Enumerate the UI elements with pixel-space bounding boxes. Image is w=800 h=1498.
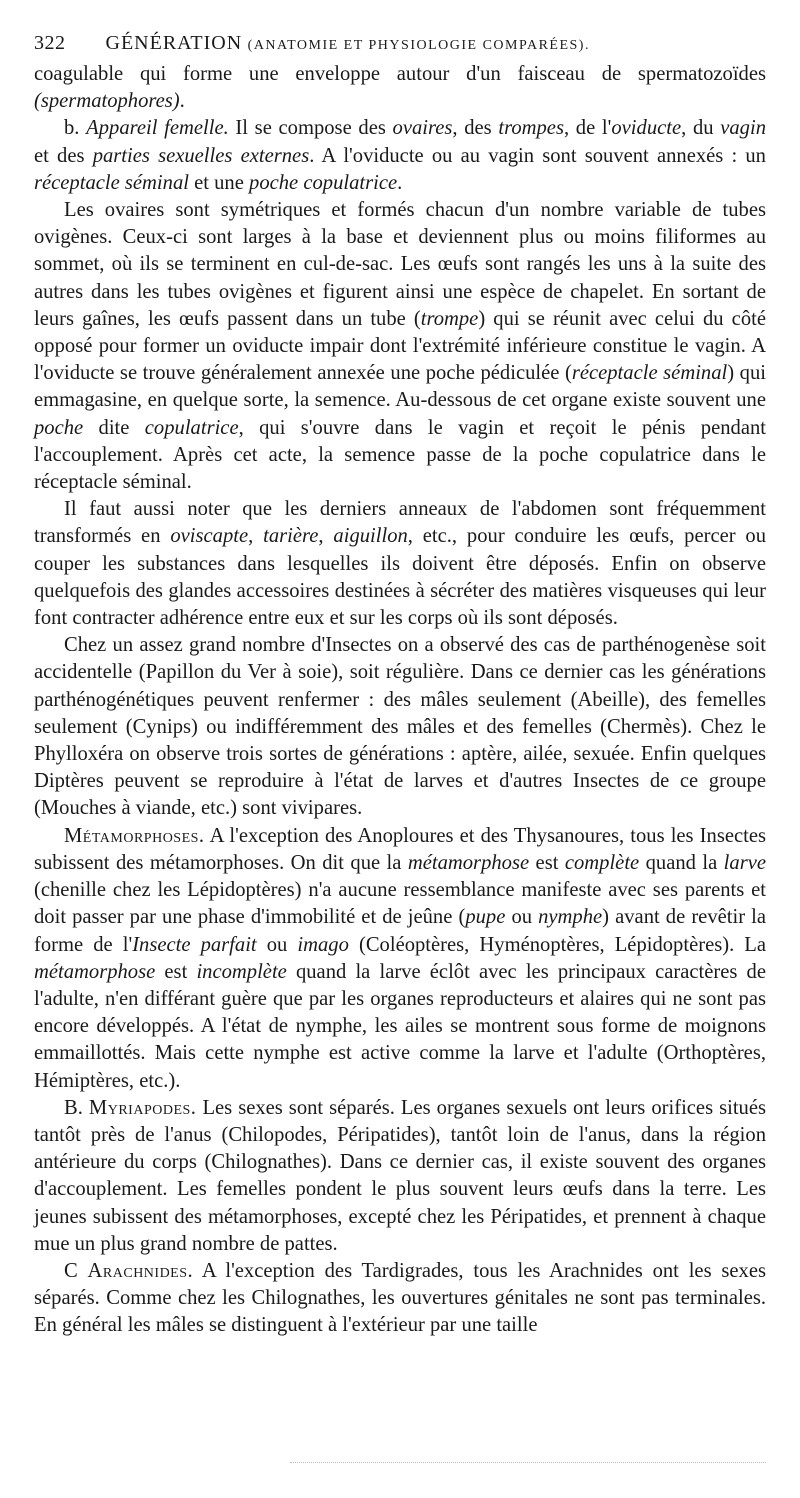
- paragraph: [34, 1095, 766, 1258]
- text-run: . A l'oviducte ou au vagin sont souvent annexés : un: [309, 144, 766, 167]
- italic-term: complète: [564, 851, 640, 874]
- italic-term: vagin: [720, 117, 766, 140]
- text-run: dite: [83, 416, 145, 439]
- italic-term: poche copulatrice: [249, 171, 398, 194]
- text-run: est: [155, 960, 197, 983]
- paragraph: [34, 115, 766, 197]
- text-run: (Coléoptères, Hyménoptères, Lépidoptères). La: [348, 933, 767, 956]
- italic-term: nymphe: [538, 906, 603, 929]
- italic-term: parties sexuelles externes: [92, 144, 310, 167]
- header-title: GÉNÉRATION: [105, 32, 243, 54]
- text-run: est: [529, 851, 565, 874]
- paragraph: [34, 823, 766, 1095]
- text-run: , des: [452, 117, 499, 140]
- header-title-group: [106, 32, 590, 55]
- section-heading: Métamorphoses.: [64, 824, 205, 847]
- italic-term: ovaires: [392, 117, 453, 140]
- text-run: , du: [681, 117, 721, 140]
- italic-term: Appareil femelle.: [86, 117, 229, 140]
- body-text: [34, 61, 766, 1340]
- text-run: ,: [318, 525, 334, 548]
- paragraph: [34, 197, 766, 496]
- italic-term: trompes: [498, 117, 564, 140]
- header-subtitle: (ANATOMIE ET PHYSIOLOGIE COMPARÉES).: [247, 38, 590, 53]
- italic-term: Insecte parfait: [132, 933, 257, 956]
- italic-term: aiguillon: [333, 525, 408, 548]
- text-run: quand la: [639, 851, 724, 874]
- bottom-dotted-rule: [290, 1462, 766, 1465]
- text-run: et des: [34, 144, 93, 167]
- text-run: , de l': [563, 117, 612, 140]
- italic-term: poche: [34, 416, 84, 439]
- section-heading: Myriapodes.: [88, 1096, 197, 1119]
- text-run: A l'exception des Anoploures et des Thysanoures, tous les Insectes subissent des métamorphoses. On dit que la: [34, 824, 766, 874]
- italic-term: oviducte: [611, 117, 682, 140]
- italic-term: métamorphose: [407, 851, 530, 874]
- text-run: ,: [248, 525, 264, 548]
- text-run: ou: [505, 906, 539, 929]
- text-run: Il se compose des: [228, 117, 393, 140]
- text-run: ou: [256, 933, 298, 956]
- paragraph: [34, 1258, 766, 1340]
- text-run: Les ovaires sont symétriques et formés chacun d'un nombre variable de tubes ovigènes. Ceux-ci sont larges à la base et deviennent plus ou moins filiformes au sommet, où ils se terminent en cul-de-sac. Les œufs sont rangés les uns à la suite des autres dans les tubes ovigènes et figurent ainsi une espèce de chapelet. En sortant de leurs gaînes, les œufs passent dans un tube (: [34, 199, 766, 330]
- text-run: et une: [188, 171, 250, 194]
- text-run: (chenille chez les Lépidoptères) n'a aucune ressemblance manifeste avec ses parents et doit passer par une phase d'immobilité et de jeûne (: [34, 879, 766, 929]
- italic-term: réceptacle séminal: [34, 171, 189, 194]
- text-run: quand la larve éclôt avec les principaux caractères de l'adulte, n'en différant guère que par les organes reproducteurs et alaires qui ne sont pas encore développés. A l'état de nymphe, les ailes se montrent sous forme de moignons emmaillottés. Mais cette nymphe est active comme la larve et l'adulte (Orthoptères, Hémiptères, etc.).: [34, 960, 766, 1092]
- italic-term: métamorphose: [34, 960, 156, 983]
- italic-term: oviscapte: [170, 525, 249, 548]
- text-run: A l'exception des Tardigrades, tous les Arachnides ont les sexes séparés. Comme chez les Chilognathes, les ouvertures génitales ne sont pas terminales. En général les mâles se distinguent à l'extérieur par une taille: [34, 1259, 766, 1337]
- text-run: coagulable qui forme une enveloppe autour d'un faisceau de spermatozoïdes: [34, 63, 766, 85]
- italic-term: pupe: [465, 906, 506, 929]
- text-run: b.: [64, 117, 87, 140]
- italic-term: copulatrice: [144, 416, 239, 439]
- text-run: Les sexes sont séparés. Les organes sexuels ont leurs orifices situés tantôt près de l'anus (Chilopodes, Péripatides), tantôt loin de l'anus, dans la région antérieure du corps (Chilognathes). Dans ce dernier cas, il existe souvent des organes d'accouplement. Les femelles pondent le plus souvent leurs œufs dans la terre. Les jeunes subissent des métamorphoses, excepté chez les Péripatides, et prennent à chaque mue un plus grand nombre de pattes.: [34, 1096, 766, 1255]
- text-run: , etc., pour conduire les œufs, percer ou couper les substances dans lesquelles ils doivent être déposés. Enfin on observe quelquefois des glandes accessoires destinées à sécréter des matières visqueuses qui leur font contracter adhérence entre eux et sur les corps où ils sont déposés.: [34, 525, 767, 630]
- paragraph: [34, 61, 766, 115]
- text-run: .: [179, 90, 185, 113]
- italic-term: imago: [297, 933, 349, 956]
- italic-term: tarière: [263, 525, 319, 548]
- italic-term: larve: [723, 851, 766, 874]
- text-run: Chez un assez grand nombre d'Insectes on a observé des cas de parthénogenèse soit accidentelle (Papillon du Ver à soie), soit régulière. Dans ce dernier cas les générations parthénogénétiques peuvent renfermer : des mâles seulement (Abeille), des femelles seulement (Cynips) ou indifféremment des mâles et des femelles (Chermès). Chez le Phylloxéra on observe trois sortes de générations : aptère, ailée, sexuée. Enfin quelques Diptères peuvent se reproduire à l'état de larves et d'autres Insectes de ce groupe (Mouches à viande, etc.) sont vivipares.: [34, 634, 766, 820]
- paragraph: [34, 632, 766, 822]
- page-number: 322: [34, 32, 66, 54]
- italic-term: trompe: [420, 307, 479, 330]
- italic-term: (spermatophores): [34, 90, 180, 113]
- running-header: [34, 32, 766, 55]
- text-run: , qui s'ouvre dans le vagin et reçoit le pénis pendant l'accouplement. Après cet acte, la semence passe de la poche copulatrice dans le réceptacle séminal.: [34, 416, 766, 494]
- text-run: C: [64, 1259, 88, 1282]
- section-heading: Arachnides.: [87, 1259, 194, 1282]
- text-run: .: [397, 171, 403, 194]
- paragraph: [34, 496, 766, 632]
- text-run: ) avant de revêtir la forme de l': [34, 906, 766, 956]
- italic-term: incomplète: [196, 960, 287, 983]
- text-run: B.: [64, 1096, 89, 1119]
- text-run: Il faut aussi noter que les derniers anneaux de l'abdomen sont fréquemment transformés en: [34, 498, 766, 548]
- text-run: ) qui se réunit avec celui du côté opposé pour former un oviducte impair dont l'extrémité inférieure constitue le vagin. A l'oviducte se trouve généralement annexée une poche pédiculée (: [34, 307, 766, 385]
- text-run: ) qui emmagasine, en quelque sorte, la semence. Au-dessous de cet organe existe souvent une: [34, 362, 766, 412]
- italic-term: réceptacle séminal: [571, 362, 728, 385]
